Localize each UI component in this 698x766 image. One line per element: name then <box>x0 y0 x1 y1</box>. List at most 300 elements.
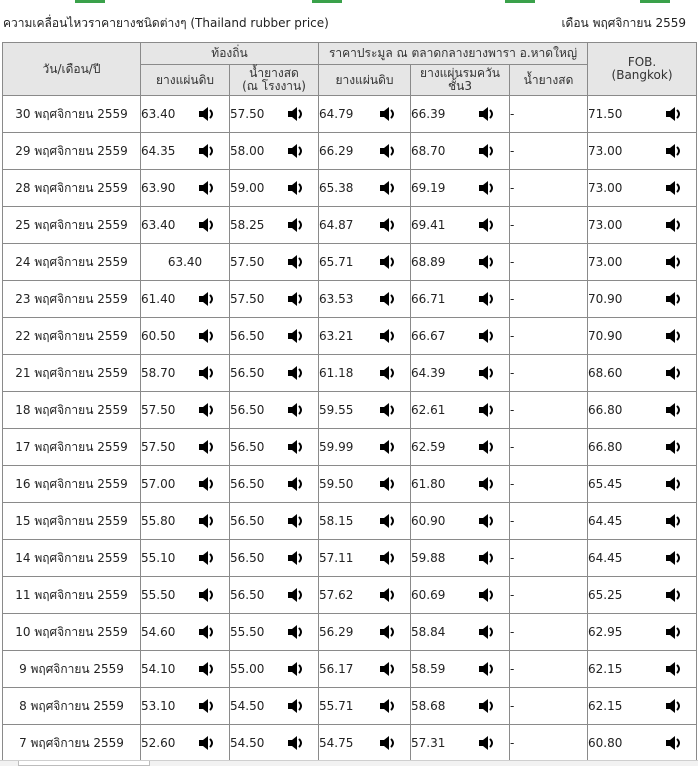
auction-sheet-price-cell <box>319 540 411 577</box>
speaker-icon[interactable] <box>664 548 684 568</box>
speaker-icon[interactable] <box>197 104 217 124</box>
fob-price-value: 60.80 <box>588 736 623 750</box>
local-sheet-price-cell <box>141 355 230 392</box>
auction-sheet-price-cell <box>319 688 411 725</box>
speaker-icon[interactable] <box>286 252 306 272</box>
auction-latex-price: - <box>510 133 588 170</box>
auction-latex-price: - <box>510 429 588 466</box>
local-sheet-price-cell <box>141 281 230 318</box>
speaker-icon[interactable] <box>477 474 497 494</box>
speaker-icon[interactable] <box>197 474 217 494</box>
table-row <box>3 318 697 355</box>
auction-rss3-price-cell <box>411 651 510 688</box>
auction-sheet-price-cell <box>319 244 411 281</box>
speaker-icon[interactable] <box>664 326 684 346</box>
auction-sheet-price-cell <box>319 725 411 762</box>
local-latex-price-cell <box>230 688 319 725</box>
speaker-icon[interactable] <box>477 622 497 642</box>
speaker-icon[interactable] <box>664 400 684 420</box>
fob-price-cell <box>588 244 697 281</box>
speaker-icon[interactable] <box>477 400 497 420</box>
fob-price-cell <box>588 170 697 207</box>
table-row <box>3 466 697 503</box>
local-latex-price-value: 56.50 <box>230 477 265 491</box>
speaker-icon[interactable] <box>286 363 306 383</box>
fob-price-cell <box>588 503 697 540</box>
local-latex-price-cell <box>230 725 319 762</box>
auction-rss3-price-value: 68.70 <box>411 144 446 158</box>
fob-price-value: 65.45 <box>588 477 623 491</box>
auction-latex-price: - <box>510 207 588 244</box>
local-price-header: ท้องถิ่น <box>141 43 319 65</box>
speaker-icon[interactable] <box>378 178 398 198</box>
speaker-icon[interactable] <box>664 622 684 642</box>
auction-sheet-price-value: 55.71 <box>319 699 354 713</box>
speaker-icon[interactable] <box>378 511 398 531</box>
row-date: 21 พฤศจิกายน 2559 <box>3 355 141 392</box>
auction-sheet-price-cell <box>319 503 411 540</box>
speaker-icon[interactable] <box>477 178 497 198</box>
auction-latex-price: - <box>510 614 588 651</box>
local-sheet-price-value: 63.40 <box>141 218 176 232</box>
local-latex-header <box>230 65 319 96</box>
local-sheet-price-value: 54.60 <box>141 625 176 639</box>
speaker-icon[interactable] <box>197 622 217 642</box>
speaker-icon[interactable] <box>197 659 217 679</box>
local-latex-price-cell <box>230 540 319 577</box>
auction-latex-price: - <box>510 688 588 725</box>
local-latex-price-cell <box>230 651 319 688</box>
local-sheet-price-value: 55.50 <box>141 588 176 602</box>
speaker-icon[interactable] <box>286 437 306 457</box>
local-sheet-price-cell <box>141 688 230 725</box>
local-sheet-price-value: 55.80 <box>141 514 176 528</box>
local-latex-price-value: 56.50 <box>230 588 265 602</box>
local-latex-price-value: 56.50 <box>230 403 265 417</box>
speaker-icon[interactable] <box>378 696 398 716</box>
auction-sheet-price-cell <box>319 207 411 244</box>
table-row <box>3 207 697 244</box>
auction-sheet-price-value: 54.75 <box>319 736 354 750</box>
local-latex-price-value: 56.50 <box>230 551 265 565</box>
auction-latex-price: - <box>510 170 588 207</box>
bottom-bar <box>0 760 698 766</box>
fob-price-value: 62.15 <box>588 662 623 676</box>
month-label: เดือน พฤศจิกายน 2559 <box>561 16 686 30</box>
speaker-icon[interactable] <box>378 622 398 642</box>
local-latex-price-value: 59.00 <box>230 181 265 195</box>
local-sheet-price-value: 52.60 <box>141 736 176 750</box>
table-row <box>3 281 697 318</box>
local-latex-price-value: 57.50 <box>230 107 265 121</box>
speaker-icon[interactable] <box>664 141 684 161</box>
speaker-icon[interactable] <box>286 622 306 642</box>
auction-rss3-price-cell <box>411 577 510 614</box>
auction-latex-price: - <box>510 651 588 688</box>
price-rows <box>3 96 697 762</box>
table-row <box>3 540 697 577</box>
speaker-icon[interactable] <box>378 548 398 568</box>
speaker-icon[interactable] <box>664 585 684 605</box>
speaker-icon[interactable] <box>286 585 306 605</box>
local-latex-price-value: 56.50 <box>230 366 265 380</box>
local-sheet-price-cell <box>141 207 230 244</box>
fob-header-sub: (Bangkok) <box>611 68 673 82</box>
speaker-icon[interactable] <box>477 326 497 346</box>
speaker-icon[interactable] <box>286 289 306 309</box>
local-sheet-price-value: 57.00 <box>141 477 176 491</box>
fob-price-value: 70.90 <box>588 329 623 343</box>
row-date: 23 พฤศจิกายน 2559 <box>3 281 141 318</box>
auction-latex-price: - <box>510 96 588 133</box>
auction-rss3-price-cell <box>411 725 510 762</box>
auction-sheet-price-cell <box>319 281 411 318</box>
local-latex-price-value: 58.25 <box>230 218 265 232</box>
speaker-icon[interactable] <box>378 437 398 457</box>
local-sheet-price-cell <box>141 614 230 651</box>
speaker-icon[interactable] <box>197 400 217 420</box>
local-sheet-price-value: 64.35 <box>141 144 176 158</box>
auction-rss3-price-cell <box>411 318 510 355</box>
speaker-icon[interactable] <box>477 215 497 235</box>
speaker-icon[interactable] <box>197 696 217 716</box>
auction-rss3-price-cell <box>411 392 510 429</box>
speaker-icon[interactable] <box>197 363 217 383</box>
local-sheet-price-value: 63.40 <box>167 255 203 269</box>
auction-latex-price: - <box>510 725 588 762</box>
auction-rss3-price-cell <box>411 503 510 540</box>
auction-sheet-price-cell <box>319 96 411 133</box>
local-latex-price-value: 54.50 <box>230 736 265 750</box>
local-sheet-price-cell <box>141 540 230 577</box>
table-row <box>3 96 697 133</box>
speaker-icon[interactable] <box>378 104 398 124</box>
local-latex-price-value: 56.50 <box>230 440 265 454</box>
row-date: 17 พฤศจิกายน 2559 <box>3 429 141 466</box>
local-sheet-price-value: 53.10 <box>141 699 176 713</box>
speaker-icon[interactable] <box>378 363 398 383</box>
auction-sheet-price-value: 64.87 <box>319 218 354 232</box>
auction-rss3-price-cell <box>411 133 510 170</box>
speaker-icon[interactable] <box>197 733 217 753</box>
auction-latex-price: - <box>510 503 588 540</box>
fob-price-value: 64.45 <box>588 551 623 565</box>
auction-rss3-price-cell <box>411 96 510 133</box>
local-latex-price-value: 55.00 <box>230 662 265 676</box>
auction-rss3-header <box>411 65 510 96</box>
fob-header-label: FOB. <box>627 55 657 69</box>
local-latex-price-cell <box>230 318 319 355</box>
row-date: 24 พฤศจิกายน 2559 <box>3 244 141 281</box>
local-sheet-price-value: 57.50 <box>141 440 176 454</box>
auction-rss3-price-cell <box>411 355 510 392</box>
auction-rss3-price-value: 66.67 <box>411 329 446 343</box>
auction-sheet-price-cell <box>319 429 411 466</box>
local-sheet-price-value: 63.90 <box>141 181 176 195</box>
speaker-icon[interactable] <box>197 141 217 161</box>
local-latex-price-value: 57.50 <box>230 292 265 306</box>
auction-rss3-price-cell <box>411 170 510 207</box>
auction-sheet-price-cell <box>319 392 411 429</box>
fob-price-cell <box>588 96 697 133</box>
speaker-icon[interactable] <box>378 326 398 346</box>
auction-rss3-price-value: 64.39 <box>411 366 446 380</box>
auction-latex-price: - <box>510 318 588 355</box>
auction-rss3-price-value: 68.89 <box>411 255 446 269</box>
auction-rss3-price-value: 62.61 <box>411 403 446 417</box>
local-latex-price-cell <box>230 96 319 133</box>
fob-price-cell <box>588 725 697 762</box>
local-sheet-price-cell <box>141 318 230 355</box>
auction-latex-price: - <box>510 466 588 503</box>
table-row <box>3 577 697 614</box>
local-latex-price-value: 56.50 <box>230 329 265 343</box>
fob-column-header <box>588 43 697 96</box>
auction-sheet-price-value: 56.17 <box>319 662 354 676</box>
speaker-icon[interactable] <box>286 659 306 679</box>
local-sheet-price-cell <box>141 133 230 170</box>
auction-sheet-price-value: 63.21 <box>319 329 354 343</box>
auction-sheet-price-cell <box>319 651 411 688</box>
table-row <box>3 355 697 392</box>
auction-rss3-price-value: 69.19 <box>411 181 446 195</box>
row-date: 28 พฤศจิกายน 2559 <box>3 170 141 207</box>
fob-price-cell <box>588 688 697 725</box>
speaker-icon[interactable] <box>378 400 398 420</box>
speaker-icon[interactable] <box>477 696 497 716</box>
fob-price-cell <box>588 355 697 392</box>
speaker-icon[interactable] <box>197 548 217 568</box>
speaker-icon[interactable] <box>664 437 684 457</box>
speaker-icon[interactable] <box>477 252 497 272</box>
speaker-icon[interactable] <box>286 696 306 716</box>
auction-sheet-price-value: 59.99 <box>319 440 354 454</box>
speaker-icon[interactable] <box>378 585 398 605</box>
fob-price-cell <box>588 614 697 651</box>
speaker-icon[interactable] <box>197 585 217 605</box>
local-latex-price-cell <box>230 392 319 429</box>
local-sheet-price-cell <box>141 429 230 466</box>
auction-sheet-price-cell <box>319 170 411 207</box>
auction-sheet-price-cell <box>319 355 411 392</box>
speaker-icon[interactable] <box>286 733 306 753</box>
local-sheet-header: ยางแผ่นดิบ <box>141 65 230 96</box>
speaker-icon[interactable] <box>378 659 398 679</box>
speaker-icon[interactable] <box>197 178 217 198</box>
speaker-icon[interactable] <box>664 696 684 716</box>
auction-sheet-header: ยางแผ่นดิบ <box>319 65 411 96</box>
auction-rss3-price-cell <box>411 466 510 503</box>
fob-price-value: 68.60 <box>588 366 623 380</box>
fob-price-cell <box>588 318 697 355</box>
local-latex-header-line2: (ณ โรงงาน) <box>242 79 306 93</box>
local-latex-price-cell <box>230 614 319 651</box>
local-sheet-price-value: 55.10 <box>141 551 176 565</box>
auction-rss3-price-cell <box>411 429 510 466</box>
auction-sheet-price-value: 61.18 <box>319 366 354 380</box>
speaker-icon[interactable] <box>477 511 497 531</box>
row-date: 30 พฤศจิกายน 2559 <box>3 96 141 133</box>
fob-price-value: 66.80 <box>588 403 623 417</box>
fob-price-cell <box>588 577 697 614</box>
speaker-icon[interactable] <box>664 104 684 124</box>
fob-price-value: 70.90 <box>588 292 623 306</box>
local-latex-price-cell <box>230 133 319 170</box>
speaker-icon[interactable] <box>477 289 497 309</box>
table-row <box>3 614 697 651</box>
table-row <box>3 503 697 540</box>
local-sheet-price-value: 58.70 <box>141 366 176 380</box>
fob-price-value: 73.00 <box>588 255 623 269</box>
auction-rss3-price-value: 58.84 <box>411 625 446 639</box>
auction-latex-price: - <box>510 281 588 318</box>
speaker-icon[interactable] <box>477 363 497 383</box>
local-latex-header-line1: น้ำยางสด <box>249 66 299 80</box>
speaker-icon[interactable] <box>664 215 684 235</box>
local-latex-price-cell <box>230 170 319 207</box>
table-row <box>3 651 697 688</box>
local-latex-price-cell <box>230 244 319 281</box>
speaker-icon[interactable] <box>477 659 497 679</box>
speaker-icon[interactable] <box>477 548 497 568</box>
speaker-icon[interactable] <box>664 252 684 272</box>
speaker-icon[interactable] <box>378 733 398 753</box>
local-sheet-price-value: 63.40 <box>141 107 176 121</box>
speaker-icon[interactable] <box>664 289 684 309</box>
speaker-icon[interactable] <box>477 104 497 124</box>
local-sheet-price-value: 60.50 <box>141 329 176 343</box>
local-sheet-price-value: 61.40 <box>141 292 176 306</box>
fob-price-value: 73.00 <box>588 218 623 232</box>
speaker-icon[interactable] <box>664 659 684 679</box>
local-latex-price-value: 57.50 <box>230 255 265 269</box>
speaker-icon[interactable] <box>378 289 398 309</box>
speaker-icon[interactable] <box>664 363 684 383</box>
table-row <box>3 725 697 762</box>
row-date: 15 พฤศจิกายน 2559 <box>3 503 141 540</box>
speaker-icon[interactable] <box>664 178 684 198</box>
speaker-icon[interactable] <box>286 474 306 494</box>
fob-price-cell <box>588 281 697 318</box>
auction-sheet-price-value: 65.71 <box>319 255 354 269</box>
local-sheet-price-value: 57.50 <box>141 403 176 417</box>
auction-price-header: ราคาประมูล ณ ตลาดกลางยางพารา อ.หาดใหญ่ <box>319 43 588 65</box>
fob-price-value: 62.95 <box>588 625 623 639</box>
auction-rss3-price-cell <box>411 540 510 577</box>
speaker-icon[interactable] <box>286 104 306 124</box>
speaker-icon[interactable] <box>378 474 398 494</box>
fob-price-value: 66.80 <box>588 440 623 454</box>
local-sheet-price-cell <box>141 651 230 688</box>
auction-latex-header: น้ำยางสด <box>510 65 588 96</box>
auction-sheet-price-value: 57.62 <box>319 588 354 602</box>
auction-sheet-price-value: 59.55 <box>319 403 354 417</box>
fob-price-cell <box>588 429 697 466</box>
local-sheet-price-value: 54.10 <box>141 662 176 676</box>
local-latex-price-value: 56.50 <box>230 514 265 528</box>
page-title: ความเคลื่อนไหวราคายางชนิดต่างๆ (Thailand rubber price) <box>3 16 329 30</box>
auction-rss3-price-value: 61.80 <box>411 477 446 491</box>
speaker-icon[interactable] <box>197 511 217 531</box>
speaker-icon[interactable] <box>477 141 497 161</box>
fob-price-cell <box>588 392 697 429</box>
auction-latex-price: - <box>510 540 588 577</box>
auction-rss3-header-line2: ชั้น3 <box>448 79 472 93</box>
auction-latex-price: - <box>510 244 588 281</box>
speaker-icon[interactable] <box>664 474 684 494</box>
speaker-icon[interactable] <box>378 215 398 235</box>
auction-rss3-price-value: 66.71 <box>411 292 446 306</box>
top-accent-strip <box>0 0 698 8</box>
fob-price-value: 62.15 <box>588 699 623 713</box>
speaker-icon[interactable] <box>477 585 497 605</box>
row-date: 22 พฤศจิกายน 2559 <box>3 318 141 355</box>
auction-sheet-price-value: 65.38 <box>319 181 354 195</box>
auction-latex-price: - <box>510 355 588 392</box>
speaker-icon[interactable] <box>477 733 497 753</box>
speaker-icon[interactable] <box>197 215 217 235</box>
speaker-icon[interactable] <box>286 215 306 235</box>
speaker-icon[interactable] <box>378 252 398 272</box>
auction-sheet-price-value: 64.79 <box>319 107 354 121</box>
local-latex-price-cell <box>230 207 319 244</box>
bottom-tab[interactable] <box>18 761 150 766</box>
auction-rss3-price-value: 59.88 <box>411 551 446 565</box>
auction-sheet-price-value: 66.29 <box>319 144 354 158</box>
auction-rss3-price-value: 60.69 <box>411 588 446 602</box>
speaker-icon[interactable] <box>477 437 497 457</box>
speaker-icon[interactable] <box>197 289 217 309</box>
fob-price-cell <box>588 540 697 577</box>
auction-rss3-price-value: 58.59 <box>411 662 446 676</box>
speaker-icon[interactable] <box>286 548 306 568</box>
speaker-icon[interactable] <box>664 733 684 753</box>
speaker-icon[interactable] <box>286 400 306 420</box>
auction-sheet-price-cell <box>319 577 411 614</box>
local-latex-price-value: 58.00 <box>230 144 265 158</box>
auction-rss3-price-value: 66.39 <box>411 107 446 121</box>
row-date: 16 พฤศจิกายน 2559 <box>3 466 141 503</box>
local-sheet-price-cell <box>141 392 230 429</box>
auction-sheet-price-cell <box>319 133 411 170</box>
speaker-icon[interactable] <box>378 141 398 161</box>
local-sheet-price-cell <box>141 577 230 614</box>
row-date: 14 พฤศจิกายน 2559 <box>3 540 141 577</box>
local-sheet-price-cell <box>141 96 230 133</box>
auction-rss3-price-value: 69.41 <box>411 218 446 232</box>
speaker-icon[interactable] <box>286 141 306 161</box>
auction-rss3-header-line1: ยางแผ่นรมควัน <box>420 66 500 80</box>
auction-sheet-price-value: 57.11 <box>319 551 354 565</box>
speaker-icon[interactable] <box>286 511 306 531</box>
auction-sheet-price-cell <box>319 614 411 651</box>
speaker-icon[interactable] <box>286 326 306 346</box>
local-latex-price-cell <box>230 503 319 540</box>
speaker-icon[interactable] <box>197 437 217 457</box>
auction-rss3-price-cell <box>411 207 510 244</box>
local-latex-price-cell <box>230 466 319 503</box>
speaker-icon[interactable] <box>286 178 306 198</box>
auction-sheet-price-cell <box>319 318 411 355</box>
speaker-icon[interactable] <box>197 326 217 346</box>
speaker-icon[interactable] <box>664 511 684 531</box>
local-latex-price-cell <box>230 355 319 392</box>
row-date: 9 พฤศจิกายน 2559 <box>3 651 141 688</box>
date-column-header: วัน/เดือน/ปี <box>3 43 141 96</box>
row-date: 7 พฤศจิกายน 2559 <box>3 725 141 762</box>
rubber-price-table <box>2 42 697 762</box>
auction-sheet-price-value: 58.15 <box>319 514 354 528</box>
